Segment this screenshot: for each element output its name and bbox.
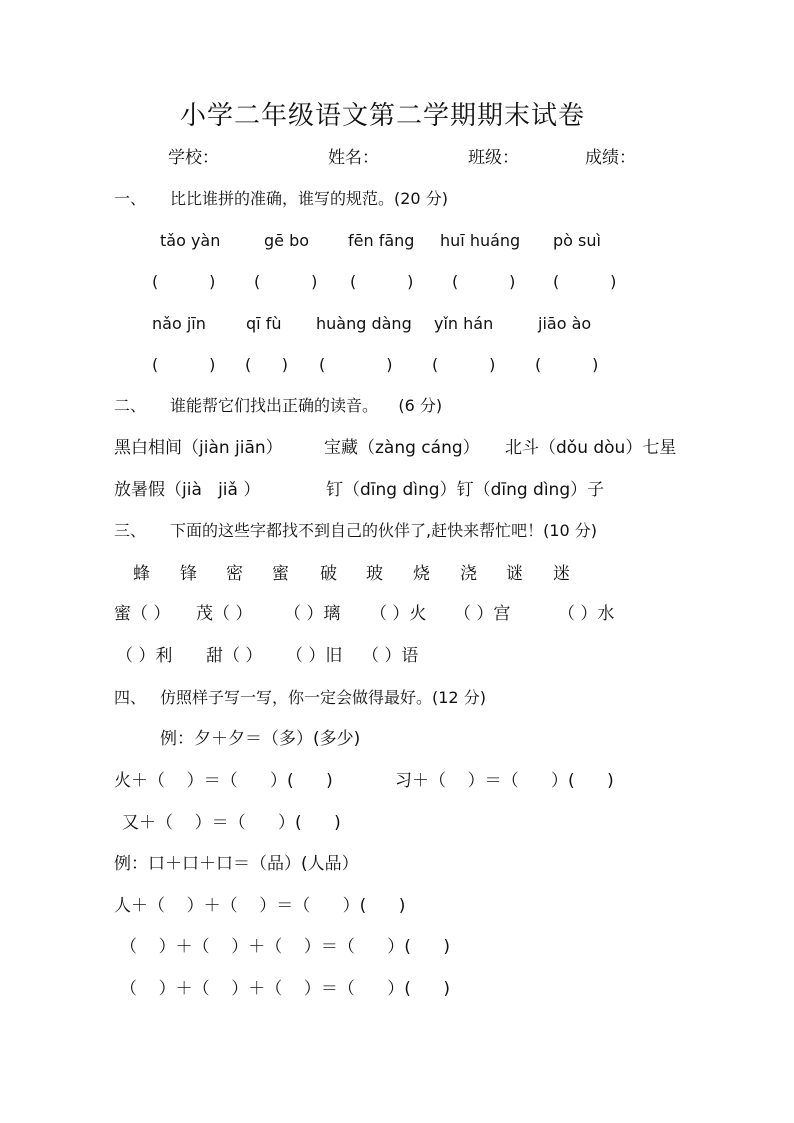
school-label: 学校： — [168, 148, 219, 168]
char-item: 锋 — [180, 564, 197, 584]
answer-blank[interactable]: ( ) — [152, 355, 216, 374]
fill-item[interactable]: （ ）璃 — [284, 604, 341, 624]
question-4-number: 四、 — [114, 688, 147, 707]
pinyin-item: nǎo jīn — [152, 314, 206, 333]
pinyin-item: jiāo ào — [538, 314, 592, 333]
question-3-text: 下面的这些字都找不到自己的伙伴了,赶快来帮忙吧！(10 分) — [170, 521, 598, 540]
pinyin-item: pò suì — [553, 231, 601, 250]
char-item: 密 — [226, 564, 243, 584]
char-item: 玻 — [366, 564, 383, 584]
answer-blank[interactable]: ( ) — [319, 355, 393, 374]
answer-blank[interactable]: ( ) — [553, 272, 617, 291]
name-label: 姓名： — [328, 148, 379, 168]
fill-item[interactable]: （ ）语 — [362, 646, 419, 666]
answer-blank[interactable]: ( ) — [535, 355, 599, 374]
pinyin-item: qī fù — [246, 314, 282, 333]
fill-item[interactable]: 茂（ ） — [196, 604, 253, 624]
answer-blank[interactable]: ( ) — [452, 272, 516, 291]
pinyin-item: yǐn hán — [434, 314, 494, 333]
reading-choice: 钉（dīng dìng）钉（dīng dìng）子 — [326, 480, 605, 500]
score-label: 成绩： — [585, 148, 636, 168]
compose-line[interactable]: （ ）＋（ ）＋（ ）＝（ ）( ) — [120, 937, 450, 957]
question-3-number: 三、 — [114, 521, 147, 540]
page-title: 小学二年级语文第二学期期末试卷 — [180, 101, 586, 131]
char-item: 破 — [320, 564, 337, 584]
example-line: 例：夕＋夕＝（多）(多少) — [160, 729, 361, 749]
char-item: 迷 — [553, 564, 570, 584]
answer-blank[interactable]: ( ) — [432, 355, 496, 374]
fill-item[interactable]: 甜（ ） — [206, 646, 263, 666]
fill-item[interactable]: （ ）利 — [116, 646, 173, 666]
answer-blank[interactable]: ( ) — [254, 272, 318, 291]
fill-item[interactable]: 蜜（ ） — [114, 604, 171, 624]
compose-line[interactable]: （ ）＋（ ）＋（ ）＝（ ）( ) — [120, 979, 450, 999]
reading-choice: 宝藏（zàng cáng） — [324, 438, 480, 458]
compose-line[interactable]: 习＋（ ）＝（ ）( ) — [395, 771, 614, 791]
pinyin-item: fēn fāng — [348, 231, 415, 250]
class-label: 班级： — [468, 148, 519, 168]
reading-choice: 放暑假（jià jiǎ ） — [114, 480, 261, 500]
char-item: 蜂 — [133, 564, 150, 584]
question-1-number: 一、 — [114, 189, 147, 208]
pinyin-item: gē bo — [264, 231, 310, 250]
char-item: 谜 — [506, 564, 523, 584]
pinyin-item: huàng dàng — [316, 314, 412, 333]
question-2-text: 谁能帮它们找出正确的读音。 (6 分) — [170, 396, 443, 415]
compose-line[interactable]: 人＋（ ）＋（ ）＝（ ）( ) — [114, 896, 406, 916]
example-line: 例：口＋口＋口＝（品）(人品） — [114, 854, 359, 874]
compose-line[interactable]: 又＋（ ）＝（ ）( ) — [122, 813, 341, 833]
answer-blank[interactable]: ( ) — [350, 272, 414, 291]
answer-blank[interactable]: ( ) — [245, 355, 288, 374]
answer-blank[interactable]: ( ) — [152, 272, 216, 291]
pinyin-item: tǎo yàn — [160, 231, 221, 250]
pinyin-item: huī huáng — [440, 231, 521, 250]
compose-line[interactable]: 火＋（ ）＝（ ）( ) — [114, 771, 333, 791]
question-4-text: 仿照样子写一写，你一定会做得最好。(12 分) — [160, 688, 486, 707]
fill-item[interactable]: （ ）火 — [370, 604, 427, 624]
char-item: 浇 — [460, 564, 477, 584]
fill-item[interactable]: （ ）旧 — [286, 646, 343, 666]
fill-item[interactable]: （ ）水 — [558, 604, 615, 624]
reading-choice: 北斗（dǒu dòu）七星 — [505, 438, 677, 458]
char-item: 烧 — [413, 564, 430, 584]
char-item: 蜜 — [272, 564, 289, 584]
question-1-text: 比比谁拼的准确，谁写的规范。(20 分) — [170, 189, 448, 208]
fill-item[interactable]: （ ）宫 — [454, 604, 511, 624]
question-2-number: 二、 — [114, 396, 147, 415]
reading-choice: 黑白相间（jiàn jiān） — [114, 438, 283, 458]
